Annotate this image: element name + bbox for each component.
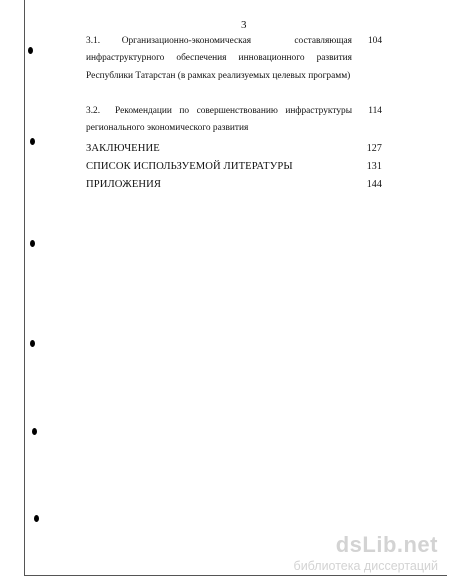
toc-entry-text: 3.2. Рекомендации по совершенствованию инфраструктуры регионального экономического развития [86,106,352,134]
toc-entry-page: 114 [368,106,382,116]
punch-hole-mark [30,138,35,145]
toc-section-title: ЗАКЛЮЧЕНИЕ [86,143,160,154]
punch-hole-mark [34,515,39,522]
watermark-tagline: библиотека диссертаций [293,559,438,573]
toc-entry-page: 104 [367,36,382,46]
toc-section-page: 127 [366,143,382,154]
page-number: 3 [241,19,247,31]
toc-section-appendices [86,178,382,192]
punch-hole-mark [32,428,37,435]
toc-section-page: 144 [366,179,382,190]
toc-entry-3-2 [86,103,382,138]
punch-hole-mark [28,47,33,54]
punch-hole-mark [30,240,35,247]
watermark-logo: dsLib.net [335,532,438,557]
watermark [270,532,442,576]
punch-hole-mark [30,340,35,347]
toc-entry-3-1 [86,33,382,85]
toc-section-references [86,160,382,174]
toc-section-conclusion [86,142,382,156]
toc-entry-text: 3.1. Организационно-экономическая составляющая инфраструктурного обеспечения инновационного развития Республики Татарстан (в рамках реализуемых целевых программ) [86,36,352,81]
document-page [24,0,447,576]
toc-section-page: 131 [366,161,382,172]
toc-section-title: СПИСОК ИСПОЛЬЗУЕМОЙ ЛИТЕРАТУРЫ [86,161,293,172]
toc-section-title: ПРИЛОЖЕНИЯ [86,179,162,190]
